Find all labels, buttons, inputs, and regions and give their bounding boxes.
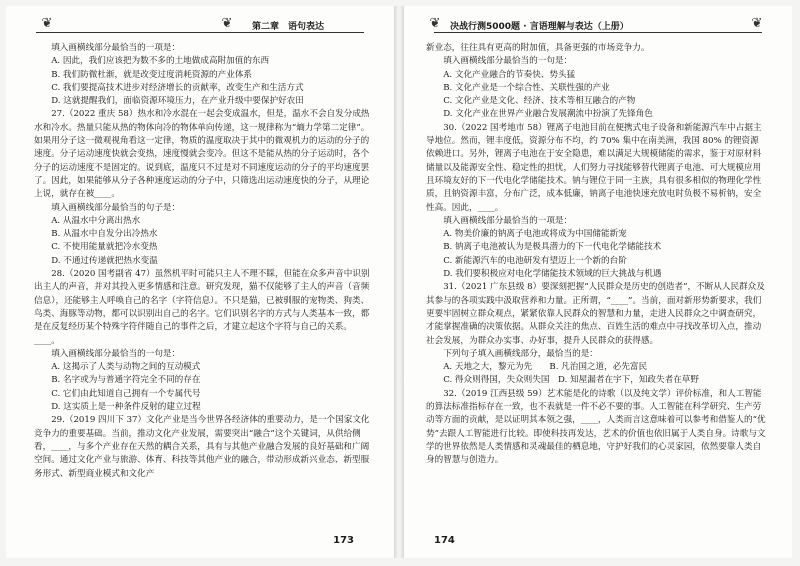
right-page (404, 6, 792, 558)
question-text: 填入画横线部分最恰当的一项是： (51, 43, 181, 53)
answer-option: D. 这实质上是一种条件反射的建立过程 (51, 402, 201, 413)
answer-option: C. 不使用能量就把冷水变热 (51, 242, 158, 253)
chapter-title: 第二章 语句表达 (251, 22, 324, 32)
header-rule (434, 32, 762, 33)
question-text: 32.（2019 江西县级 59）艺术能是化的诗歌（以及纯文学）评价标准，和人工智能的算法标准指标存在一致，也不表就是一件不必不要的事。人工智能在科学研究、生产劳动等方面的贡献，是以证明其本领之强，____，人类而言这意味着可以参考和借鉴人的“优势”去跟人工智能进行比较。即使科技再发达，艺术的价值也依旧属于人类自身。诗歌与文学的世界依然是人类情感和灵魂最佳的栖息地，守护好我们的心灵家园，依然要靠人类自身的智慧与创造力。 (426, 388, 766, 466)
question-text: 新业态，往往具有更高的附加值，具备更强的市场竞争力。 (426, 43, 650, 53)
answer-option: C. 新能源汽车的电池研发有望迈上一个新的台阶 (443, 255, 627, 266)
answer-option: A. 天地之大，黎元为先 B. 凡治国之道，必先富民 (443, 362, 648, 373)
question-text: 31.（2021 广东县级 8）要深刻把握“人民群众是历史的创造者”，不断从人民群众及其参与的各项实践中汲取营养和力量。正所谓，“____”。当前，面对新形势新要求，我们更要牢固树立群众观点，紧紧依靠人民群众的智慧和力量，走进人民群众之中调查研究，才能掌握准确的决策依据。从群众关注的焦点、百姓生活的难点中寻找改革切入点，推动社会发展，为群众办实事、办好事，提升人民群众的获得感。 (426, 282, 765, 346)
answer-option: B. 文化产业是一个综合性、关联性强的产业 (443, 82, 610, 93)
question-text: 27.（2022 重庆 58）热水和冷水混在一起会变成温水，但是，温水不会自发分成热水和冷水。热量只能从热的物体向冷的物体单向传递，这一规律称为“熵力学第二定律”。如果用分子这一微观视角看这一定律，物质的温度取决于其中的微观机力的运动的分子的速度。分子运动速度快就会变热，速度慢就会变冷。但这不是能从热的分子运动时，各个分子的运动速度不是固定的。说到底，温度只不过是对不同速度运动的分子的平均速度罢了。因此，如果能够从分子各种速度运动的分子中，只筛选出运动速度快的分子，从理论上说，就存在被____。 (34, 109, 370, 200)
answer-option: B. 名字或为与普通字符完全不同的存在 (51, 375, 201, 386)
answer-option: C. 文化产业是文化、经济、技术等相互融合的产物 (443, 96, 636, 107)
right-page-body (426, 42, 766, 528)
answer-option: A. 文化产业融合的节奏快、势头猛 (443, 69, 576, 80)
left-page-body (34, 42, 374, 528)
answer-option: B. 从温水中自发分出冷热水 (51, 229, 158, 240)
answer-option: D. 文化产业在世界产业融合发展潮流中扮演了先锋角色 (443, 109, 653, 120)
left-page (6, 6, 394, 558)
answer-option: D. 我们要积极应对电化学储能技术领域的巨大挑战与机遇 (443, 269, 662, 280)
question-text: 下列句子填入画横线部分，最恰当的是： (443, 348, 598, 359)
book-gutter (394, 6, 404, 558)
question-text: 28.（2020 国考副省 47）虽然机平时可能只主人不理不睬，但能在众多声音中识别出主人的声音，并对其投入更多情感和注意。研究发现，猫不仅能够了主人的声音（音频信息），还能够主人呼唤自己的名字（字符信息）。不只是猫，已被驯服的宠物类、狗类、鸟类、海豚等动物，都可以识别出自己的名字。它们识别名字的方式与人类基本一致，都是在反复经历某个特殊字符伴随自己的事件之后，才建立起这个字符与自己的关系。____。 (34, 269, 370, 346)
page-number: 174 (434, 535, 455, 546)
right-running-header (404, 14, 792, 36)
question-text: 29.（2019 四川下 37）文化产业是当今世界各经济体的重要动力，是一个国家文化竞争力的重要基础。当前，推动文化产业发展，需要突出“融合”这个关键词，从供给侧看，____，与多个产业存在天然的耦合关系，具有与其他产业融合发展的良好基础和广阔空间。通过文化产业与旅游、体育、科技等其他产业的融合，带动形成新兴业态、新型服务形式、新型商业模式和文化产 (34, 415, 370, 479)
book-title: 决战行测5000题 · 言语理解与表达（上册） (450, 22, 629, 32)
answer-option: B. 我们防微杜渐，就是改变过度消耗资源的产业体系 (51, 69, 253, 80)
answer-option: A. 物美价廉的钠离子电池或将成为中国储能新宠 (443, 229, 627, 240)
answer-option: A. 因此，我们应该把为数不多的土地做成高附加值的东西 (51, 56, 270, 67)
question-text: 填入画横线部分最恰当的一项是： (443, 215, 573, 226)
question-text: 填入画横线部分最恰当的一句是： (443, 56, 573, 67)
flourish-icon: ❦ (41, 16, 53, 31)
left-running-header (6, 14, 394, 36)
answer-option: B. 钠离子电池被认为是极具潜力的下一代电化学储能技术 (443, 242, 662, 253)
answer-option: A. 这揭示了人类与动物之间的互动模式 (51, 362, 201, 373)
question-text: 填入画横线部分最恰当的句子是： (51, 202, 181, 213)
flourish-icon: ❦ (221, 16, 233, 31)
answer-option: A. 从温水中分离出热水 (51, 215, 141, 226)
flourish-icon: ❦ (429, 16, 441, 31)
answer-option: C. 我们要提高技术进步对经济增长的贡献率，改变生产和生活方式 (51, 82, 304, 93)
answer-option: D. 这就提醒我们，面临资源环境压力，在产业升级中要保护好农田 (51, 96, 304, 107)
flourish-icon: ❦ (751, 16, 763, 31)
question-text: 填入画横线部分最恰当的一句是： (51, 348, 181, 359)
header-rule (36, 32, 364, 33)
answer-option: C. 得众则得国，失众则失国 D. 知屋漏者在宇下，知政失者在草野 (443, 375, 699, 386)
page-number: 173 (333, 535, 354, 546)
answer-option: C. 它们由此知道自己拥有一个专属代号 (51, 388, 201, 399)
question-text: 30.（2022 国考地市 58）锂离子电池目前在便携式电子设备和新能源汽车中占据主导地位。然而，锂丰度低，资源分布不均，约 70% 集中在南美洲，我国 80% 的锂资源依赖进口。另外，锂离子电池在于安全隐患，难以满足大规模储能的需求，鉴于对原材料储量以及能源安全性、稳定性的担忧，人们努力寻找能够替代锂离子电池、可大规模应用且环境友好的下一代电化学储能技术。钠与锂位于同一主族，具有很多相似的物理化学性质，且钠资源丰富，分布广泛，成本低廉，钠离子电池快速充放电时负极不易析钠，安全性高。因此，____。 (426, 122, 762, 213)
answer-option: D. 不通过传递就把热水变温 (51, 255, 158, 266)
